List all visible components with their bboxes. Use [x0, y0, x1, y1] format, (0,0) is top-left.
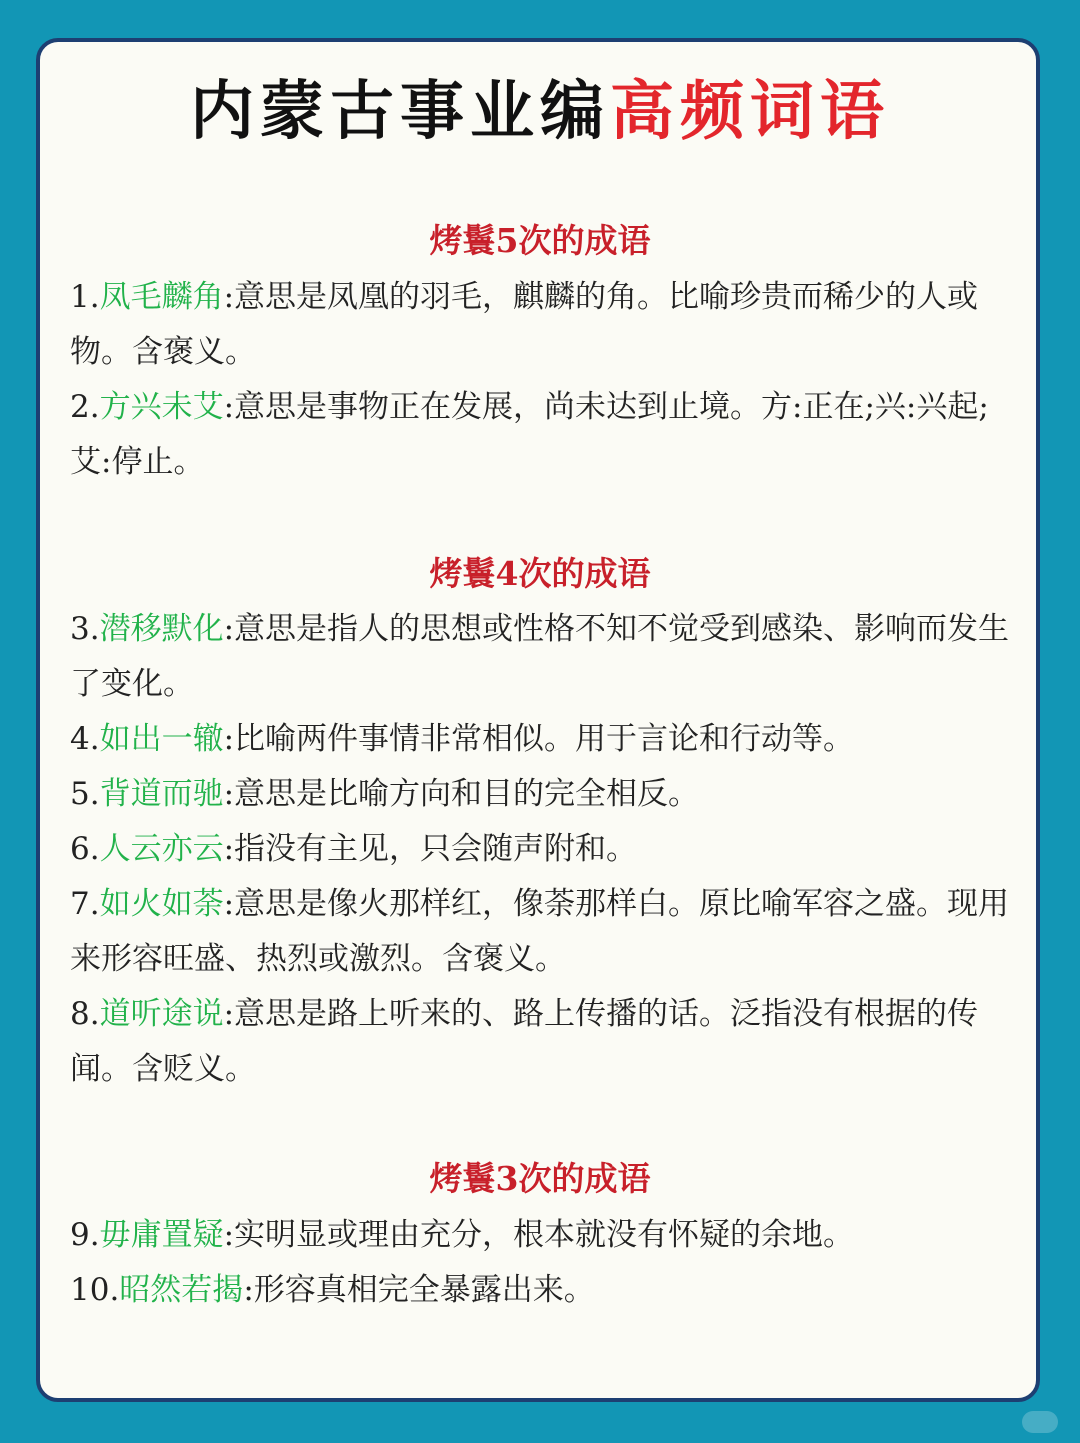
title-part-red: 高频词语 [610, 75, 890, 149]
idiom-definition: :意思是凤凰的羽毛，麒麟的角。比喻珍贵而稀少的人或物。含褒义。 [70, 279, 979, 370]
idiom-definition: :形容真相完全暴露出来。 [243, 1272, 595, 1308]
idiom-number: 4. [70, 721, 100, 757]
idiom-term: 凤毛麟角 [99, 279, 224, 315]
idiom-term: 如出一辙 [99, 721, 224, 757]
idiom-number: 9. [70, 1217, 100, 1253]
idiom-definition: :意思是路上听来的、路上传播的话。泛指没有根据的传闻。含贬义。 [70, 996, 979, 1087]
idiom-definition: :意思是事物正在发展，尚未达到止境。方:正在;兴:兴起;艾:停止。 [70, 389, 989, 480]
idiom-item [70, 1208, 1010, 1263]
idiom-item [70, 987, 1010, 1097]
section-heading-4: 烤鬟4次的成语 [429, 554, 651, 593]
idiom-item [70, 877, 1010, 987]
idiom-term: 道听途说 [99, 996, 224, 1032]
idiom-item [70, 1263, 1010, 1318]
idiom-definition: :指没有主见，只会随声附和。 [223, 831, 638, 867]
title-part-dark: 内蒙古事业编 [190, 75, 610, 149]
idiom-term: 昭然若揭 [119, 1272, 244, 1308]
idiom-number: 1. [70, 279, 100, 315]
idiom-item [70, 822, 1010, 877]
idiom-number: 7. [70, 886, 100, 922]
watermark-badge [1022, 1411, 1058, 1433]
idiom-item [70, 712, 1010, 767]
idiom-item [70, 767, 1010, 822]
idiom-number: 8. [70, 996, 100, 1032]
page-title [0, 72, 1080, 152]
section-heading-5: 烤鬟5次的成语 [429, 221, 651, 260]
idiom-definition: :意思是比喻方向和目的完全相反。 [223, 776, 700, 812]
idiom-item [70, 602, 1010, 712]
idiom-item [70, 380, 1010, 490]
section-heading-3: 烤鬟3次的成语 [429, 1159, 651, 1198]
idiom-number: 10. [70, 1272, 120, 1308]
idiom-item [70, 270, 1010, 380]
idiom-term: 背道而驰 [99, 776, 224, 812]
idiom-definition: :比喻两件事情非常相似。用于言论和行动等。 [223, 721, 855, 757]
idiom-definition: :意思是指人的思想或性格不知不觉受到感染、影响而发生了变化。 [70, 611, 1010, 702]
idiom-term: 潜移默化 [99, 611, 224, 647]
idiom-number: 3. [70, 611, 100, 647]
idiom-term: 如火如荼 [99, 886, 224, 922]
idiom-number: 5. [70, 776, 100, 812]
idiom-definition: :意思是像火那样红，像荼那样白。原比喻军容之盛。现用来形容旺盛、热烈或激烈。含褒义。 [70, 886, 1010, 977]
idiom-term: 毋庸置疑 [99, 1217, 224, 1253]
idiom-number: 2. [70, 389, 100, 425]
idiom-definition: :实明显或理由充分，根本就没有怀疑的余地。 [223, 1217, 855, 1253]
idiom-number: 6. [70, 831, 100, 867]
idiom-term: 人云亦云 [99, 831, 224, 867]
idiom-term: 方兴未艾 [99, 389, 224, 425]
